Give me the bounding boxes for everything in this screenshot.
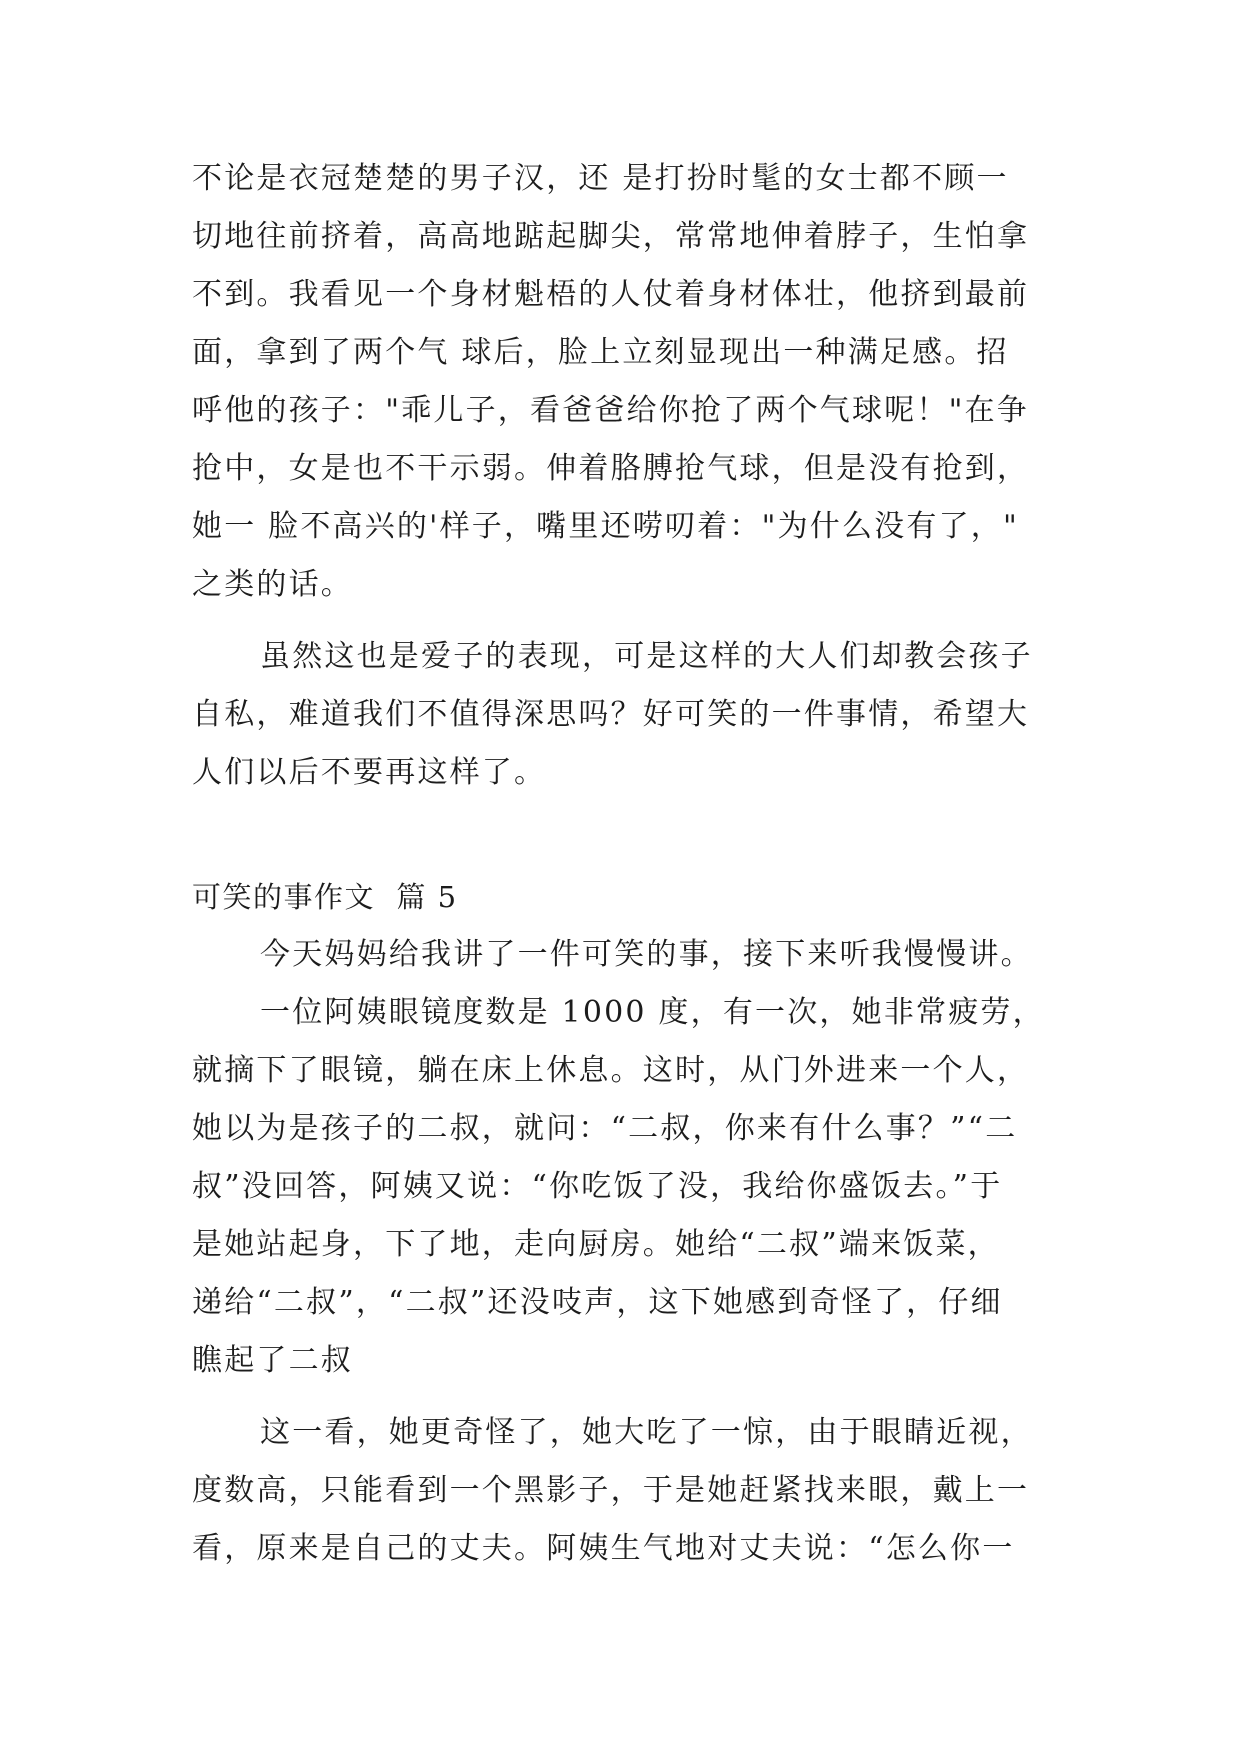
document-page <box>192 150 1062 1578</box>
paragraph-5 <box>192 1404 1062 1578</box>
text-line: 一位阿姨眼镜度数是 1000 度，有一次，她非常疲劳， <box>260 995 1045 1030</box>
text-line: 度数高，只能看到一个黑影子，于是她赶紧找来眼，戴上一 <box>192 1473 1030 1508</box>
text-line: 不论是衣冠楚楚的男子汉，还 是打扮时髦的女士都不顾一 <box>192 161 1009 196</box>
text-line: 今天妈妈给我讲了一件可笑的事，接下来听我慢慢讲。 <box>260 937 1033 972</box>
text-line: 不到。我看见一个身材魁梧的人仗着身材体壮，他挤到最前 <box>192 277 1030 312</box>
text-line: 切地往前挤着，高高地踮起脚尖，常常地伸着脖子，生怕拿 <box>192 219 1030 254</box>
text-line: 看，原来是自己的丈夫。阿姨生气地对丈夫说：“怎么你一 <box>192 1531 1015 1566</box>
text-line: 她一 脸不高兴的'样子，嘴里还唠叨着："为什么没有了，" <box>192 509 1019 544</box>
text-line: 是她站起身，下了地，走向厨房。她给“二叔”端来饭菜， <box>192 1227 1000 1262</box>
text-line: 人们以后不要再这样了。 <box>192 755 547 790</box>
text-line: 就摘下了眼镜，躺在床上休息。这时，从门外进来一个人， <box>192 1053 1030 1088</box>
text-line: 面，拿到了两个气 球后，脸上立刻显现出一种满足感。招 <box>192 335 1009 370</box>
text-line: 自私，难道我们不值得深思吗？好可笑的一件事情，希望大 <box>192 697 1030 732</box>
text-line: 叔”没回答，阿姨又说：“你吃饭了没，我给你盛饭去。”于 <box>192 1169 1003 1204</box>
paragraph-1 <box>192 150 1062 614</box>
text-line: 之类的话。 <box>192 567 353 602</box>
text-line: 这一看，她更奇怪了，她大吃了一惊，由于眼睛近视， <box>260 1415 1033 1450</box>
paragraph-3 <box>192 926 1062 984</box>
paragraph-spacer <box>192 614 1062 628</box>
text-line: 她以为是孩子的二叔，就问：“二叔，你来有什么事？”“二 <box>192 1111 1018 1146</box>
text-line: 递给“二叔”，“二叔”还没吱声，这下她感到奇怪了，仔细 <box>192 1285 1003 1320</box>
paragraph-spacer <box>192 1390 1062 1404</box>
text-line: 抢中，女是也不干示弱。伸着胳膊抢气球，但是没有抢到， <box>192 451 1030 486</box>
text-line: 虽然这也是爱子的表现，可是这样的大人们却教会孩子 <box>260 639 1033 674</box>
section-heading: 可笑的事作文 篇 5 <box>192 880 458 914</box>
section-spacer <box>192 802 1062 868</box>
paragraph-2 <box>192 628 1062 802</box>
paragraph-4 <box>192 984 1062 1390</box>
text-line: 呼他的孩子："乖儿子，看爸爸给你抢了两个气球呢！"在争 <box>192 393 1029 428</box>
text-line: 瞧起了二叔 <box>192 1343 353 1378</box>
